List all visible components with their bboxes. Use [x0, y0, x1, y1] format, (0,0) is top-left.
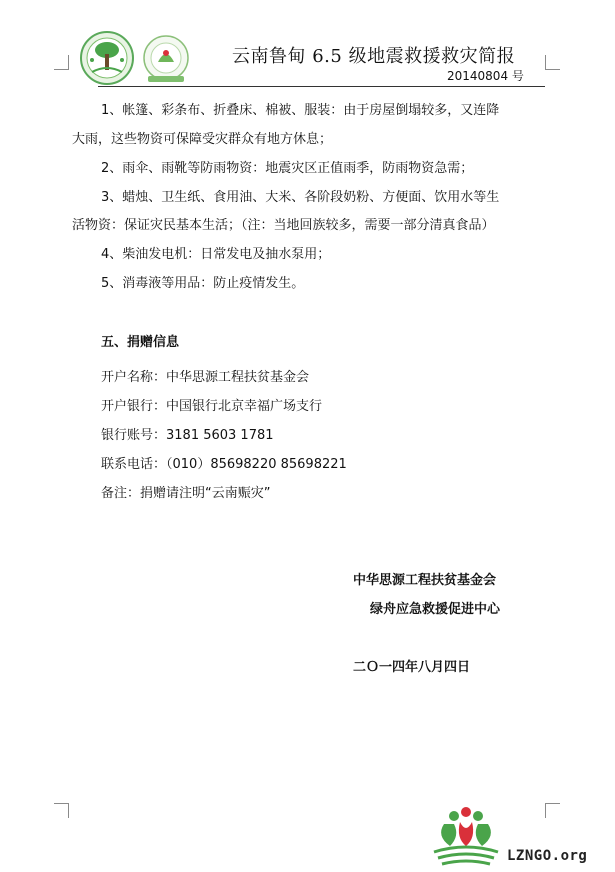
- need-item-2: 2、雨伞、雨靴等防雨物资：地震灾区正值雨季，防雨物资急需；: [101, 161, 474, 176]
- donation-note: 备注：捐赠请注明“云南赈灾”: [101, 486, 271, 501]
- issue-number: 20140804 号: [447, 69, 524, 83]
- report-title: 云南鲁甸 6.5 级地震救援救灾简报: [232, 46, 516, 67]
- header-logos: [78, 30, 196, 86]
- crop-mark-top-left: [54, 55, 69, 70]
- donation-bank: 开户银行：中国银行北京幸福广场支行: [101, 399, 323, 414]
- signature-date: 二Ｏ一四年八月四日: [353, 660, 471, 675]
- signature-org-2: 绿舟应急救援促进中心: [370, 602, 501, 617]
- need-item-5: 5、消毒液等用品：防止疫情发生。: [101, 276, 305, 291]
- need-item-1-line-2: 大雨，这些物资可保障受灾群众有地方休息；: [72, 132, 333, 147]
- crop-mark-bottom-left: [54, 803, 69, 818]
- header-divider: [98, 86, 545, 87]
- need-item-3-line-1: 3、蜡烛、卫生纸、食用油、大米、各阶段奶粉、方便面、饮用水等生: [101, 190, 500, 205]
- crop-mark-top-right: [545, 55, 560, 70]
- lvzhou-rescue-center-logo: [138, 34, 194, 84]
- need-item-1-line-1: 1、帐篷、彩条布、折叠床、棉被、服装：由于房屋倒塌较多，又连降: [101, 103, 500, 118]
- donation-account-name: 开户名称：中华思源工程扶贫基金会: [101, 370, 310, 385]
- need-item-3-line-2: 活物资：保证灾民基本生活；（注：当地回族较多，需要一部分清真食品）: [72, 218, 495, 233]
- need-item-4: 4、柴油发电机：日常发电及抽水泵用；: [101, 247, 331, 262]
- lzngo-footer-logo: [430, 806, 502, 868]
- donation-phone: 联系电话：（010）85698220 85698221: [101, 457, 347, 472]
- footer-site-text: LZNGO.org: [507, 848, 588, 864]
- donation-account-number: 银行账号：3181 5603 1781: [101, 428, 274, 443]
- crop-mark-bottom-right: [545, 803, 560, 818]
- siyuan-foundation-logo: [78, 30, 136, 86]
- signature-org-1: 中华思源工程扶贫基金会: [353, 573, 497, 588]
- donation-heading: 五、捐赠信息: [101, 335, 180, 350]
